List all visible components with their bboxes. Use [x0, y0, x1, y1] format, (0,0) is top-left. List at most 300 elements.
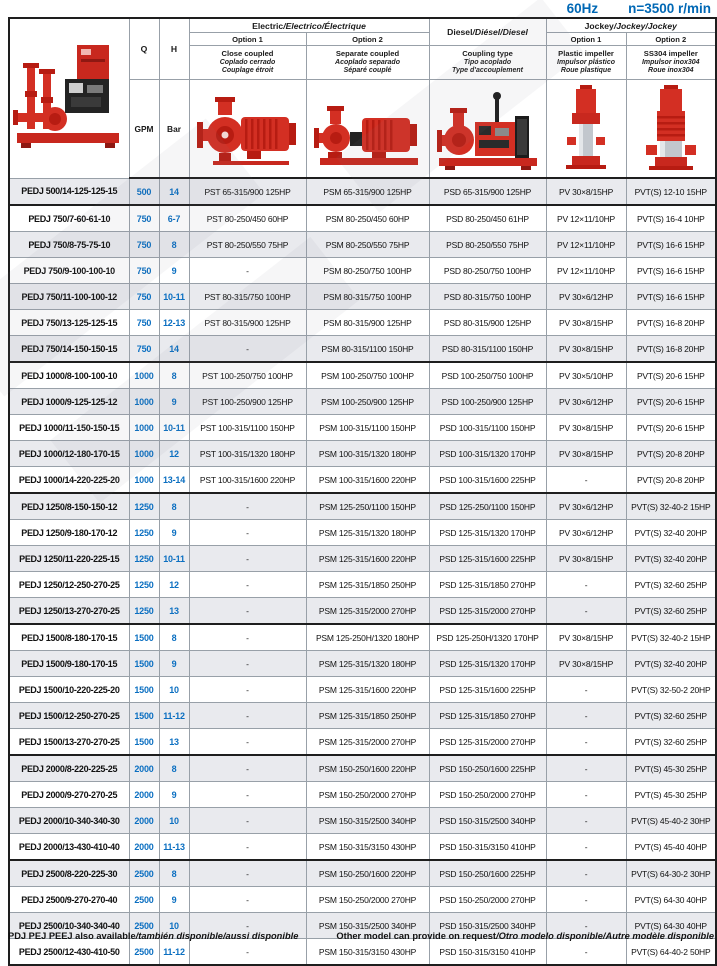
cell-head-bar: 14 — [159, 178, 189, 205]
cell-jockey-option1: - — [546, 677, 626, 703]
cell-electric-option2: PSM 100-250/900 125HP — [306, 389, 429, 415]
cell-diesel: PSD 100-250/900 125HP — [429, 389, 546, 415]
cell-model: PEDJ 1000/9-125-125-12 — [9, 389, 129, 415]
cell-model: PEDJ 750/7-60-61-10 — [9, 205, 129, 232]
cell-diesel: PSD 125-315/1850 270HP — [429, 572, 546, 598]
close-coupled-label: Close coupled — [221, 49, 274, 59]
package-unit-image-cell — [9, 18, 129, 178]
cell-head-bar: 8 — [159, 232, 189, 258]
cell-electric-option1: - — [189, 598, 306, 625]
cell-jockey-option2: PVT(S) 32-40-2 15HP — [626, 624, 716, 651]
close-coupled-pump-image — [195, 88, 301, 170]
cell-electric-option2: PSM 125-250/1100 150HP — [306, 493, 429, 520]
cell-electric-option2: PSM 80-250/450 60HP — [306, 205, 429, 232]
table-row — [9, 703, 716, 729]
speed-frequency-note — [567, 1, 711, 16]
cell-jockey-option1: PV 12×11/10HP — [546, 205, 626, 232]
cell-jockey-option1: - — [546, 755, 626, 782]
cell-head-bar: 8 — [159, 362, 189, 389]
cell-head-bar: 10 — [159, 808, 189, 834]
cell-jockey-option1: - — [546, 939, 626, 966]
cell-jockey-option1: - — [546, 703, 626, 729]
cell-flow-gpm: 1500 — [129, 624, 159, 651]
footer-right-bold: Other model can provide on request — [336, 931, 497, 941]
jockey-plastic-image-cell — [546, 80, 626, 179]
cell-jockey-option1: - — [546, 860, 626, 887]
cell-flow-gpm: 2000 — [129, 834, 159, 861]
cell-head-bar: 9 — [159, 389, 189, 415]
cell-electric-option2: PSM 150-250/2000 270HP — [306, 887, 429, 913]
cell-jockey-option2: PVT(S) 32-40 20HP — [626, 546, 716, 572]
table-row — [9, 493, 716, 520]
cell-electric-option2: PSM 125-315/2000 270HP — [306, 598, 429, 625]
footer-notes — [8, 931, 714, 941]
cell-jockey-option1: PV 30×8/15HP — [546, 178, 626, 205]
cell-model: PEDJ 2000/10-340-340-30 — [9, 808, 129, 834]
cell-model: PEDJ 1250/13-270-270-25 — [9, 598, 129, 625]
cell-electric-option2: PSM 80-250/750 100HP — [306, 258, 429, 284]
cell-jockey-option1: PV 30×8/15HP — [546, 310, 626, 336]
cell-jockey-option1: - — [546, 782, 626, 808]
cell-flow-gpm: 1500 — [129, 677, 159, 703]
cell-model: PEDJ 500/14-125-125-15 — [9, 178, 129, 205]
cell-diesel: PSD 80-315/900 125HP — [429, 310, 546, 336]
cell-flow-gpm: 2500 — [129, 913, 159, 939]
close-coupled-image-cell — [189, 80, 306, 179]
cell-electric-option2: PSM 80-315/750 100HP — [306, 284, 429, 310]
cell-electric-option2: PSM 150-315/3150 430HP — [306, 834, 429, 861]
cell-electric-option2: PSM 100-315/1320 180HP — [306, 441, 429, 467]
cell-head-bar: 11-13 — [159, 834, 189, 861]
cell-electric-option1: - — [189, 572, 306, 598]
cell-electric-option1: - — [189, 782, 306, 808]
footer-left-bold: PDJ PEJ PEEJ also available — [8, 931, 136, 941]
cell-flow-gpm: 750 — [129, 258, 159, 284]
cell-jockey-option2: PVT(S) 12-10 15HP — [626, 178, 716, 205]
cell-electric-option2: PSM 80-315/900 125HP — [306, 310, 429, 336]
cell-electric-option1: - — [189, 520, 306, 546]
diesel-desc — [429, 46, 546, 80]
cell-diesel: PSD 125-315/1850 270HP — [429, 703, 546, 729]
footer-right-italic: /Otro modelo disponible/Autre modèle disponible — [496, 931, 714, 941]
cell-flow-gpm: 2500 — [129, 887, 159, 913]
table-row — [9, 677, 716, 703]
cell-flow-gpm: 1000 — [129, 362, 159, 389]
cell-head-bar: 13 — [159, 729, 189, 756]
cell-jockey-option1: PV 30×8/15HP — [546, 546, 626, 572]
unit-header-bar: Bar — [159, 80, 189, 179]
cell-diesel: PSD 125-315/2000 270HP — [429, 729, 546, 756]
cell-diesel: PSD 100-250/750 100HP — [429, 362, 546, 389]
cell-electric-option1: - — [189, 913, 306, 939]
cell-jockey-option2: PVT(S) 16-6 15HP — [626, 284, 716, 310]
cell-electric-option2: PSM 150-315/2500 340HP — [306, 808, 429, 834]
cell-electric-option1: - — [189, 939, 306, 966]
cell-flow-gpm: 2000 — [129, 755, 159, 782]
cell-head-bar: 10-11 — [159, 284, 189, 310]
col-header-q: Q — [129, 18, 159, 80]
cell-flow-gpm: 2500 — [129, 939, 159, 966]
cell-diesel: PSD 150-315/3150 410HP — [429, 939, 546, 966]
cell-model: PEDJ 1000/12-180-170-15 — [9, 441, 129, 467]
cell-diesel: PSD 80-250/750 100HP — [429, 258, 546, 284]
ss304-impeller-label: SS304 impeller — [643, 49, 698, 59]
speed-label: n=3500 r/min — [628, 1, 711, 16]
cell-flow-gpm: 1000 — [129, 467, 159, 494]
cell-jockey-option1: PV 30×6/12HP — [546, 493, 626, 520]
cell-flow-gpm: 750 — [129, 310, 159, 336]
diesel-label-alt: /Diésel/Diesel — [472, 27, 528, 37]
cell-jockey-option2: PVT(S) 16-6 15HP — [626, 258, 716, 284]
cell-diesel: PSD 125-250/1100 150HP — [429, 493, 546, 520]
cell-jockey-option2: PVT(S) 64-30 40HP — [626, 887, 716, 913]
cell-head-bar: 12-13 — [159, 310, 189, 336]
diesel-pump-image — [435, 86, 541, 172]
cell-model: PEDJ 1500/9-180-170-15 — [9, 651, 129, 677]
table-row — [9, 467, 716, 494]
cell-electric-option1: - — [189, 493, 306, 520]
cell-electric-option2: PSM 125-250H/1320 180HP — [306, 624, 429, 651]
cell-electric-option1: PST 100-315/1600 220HP — [189, 467, 306, 494]
cell-jockey-option2: PVT(S) 45-40 40HP — [626, 834, 716, 861]
group-header-diesel — [429, 18, 546, 46]
cell-head-bar: 9 — [159, 782, 189, 808]
cell-electric-option1: PST 65-315/900 125HP — [189, 178, 306, 205]
cell-jockey-option1: PV 30×6/12HP — [546, 520, 626, 546]
cell-jockey-option1: PV 30×8/15HP — [546, 336, 626, 363]
table-row — [9, 755, 716, 782]
cell-electric-option1: - — [189, 624, 306, 651]
table-row — [9, 939, 716, 966]
cell-model: PEDJ 750/8-75-75-10 — [9, 232, 129, 258]
cell-electric-option2: PSM 80-250/550 75HP — [306, 232, 429, 258]
cell-flow-gpm: 750 — [129, 336, 159, 363]
cell-electric-option1: - — [189, 887, 306, 913]
cell-jockey-option2: PVT(S) 16-6 15HP — [626, 232, 716, 258]
cell-jockey-option2: PVT(S) 20-6 15HP — [626, 389, 716, 415]
cell-electric-option2: PSM 125-315/1600 220HP — [306, 677, 429, 703]
cell-jockey-option1: - — [546, 834, 626, 861]
jockey-label-alt: /Jockey/Jockey — [613, 20, 677, 31]
cell-electric-option1: - — [189, 677, 306, 703]
cell-electric-option2: PSM 100-250/750 100HP — [306, 362, 429, 389]
cell-model: PEDJ 1500/13-270-270-25 — [9, 729, 129, 756]
cell-diesel: PSD 100-315/1600 225HP — [429, 467, 546, 494]
jockey-opt1-desc — [546, 46, 626, 80]
cell-diesel: PSD 150-250/1600 225HP — [429, 755, 546, 782]
table-row — [9, 205, 716, 232]
cell-jockey-option2: PVT(S) 32-50-2 20HP — [626, 677, 716, 703]
cell-head-bar: 11-12 — [159, 939, 189, 966]
cell-flow-gpm: 1000 — [129, 389, 159, 415]
cell-electric-option1: PST 80-250/450 60HP — [189, 205, 306, 232]
cell-electric-option2: PSM 125-315/1850 250HP — [306, 703, 429, 729]
group-header-jockey — [546, 18, 716, 33]
jockey-pump-ss304-image — [636, 85, 706, 173]
cell-flow-gpm: 1250 — [129, 493, 159, 520]
cell-jockey-option2: PVT(S) 32-60 25HP — [626, 572, 716, 598]
cell-diesel: PSD 125-315/1600 225HP — [429, 546, 546, 572]
separate-coupled-pump-image — [312, 88, 424, 170]
diesel-label: Diesel — [447, 27, 473, 37]
cell-head-bar: 9 — [159, 520, 189, 546]
cell-electric-option1: PST 100-250/900 125HP — [189, 389, 306, 415]
cell-head-bar: 11-12 — [159, 703, 189, 729]
cell-electric-option2: PSM 125-315/1850 250HP — [306, 572, 429, 598]
cell-diesel: PSD 125-315/1320 170HP — [429, 651, 546, 677]
cell-flow-gpm: 1000 — [129, 415, 159, 441]
cell-head-bar: 10 — [159, 677, 189, 703]
cell-diesel: PSD 80-250/550 75HP — [429, 232, 546, 258]
cell-head-bar: 12 — [159, 572, 189, 598]
table-row — [9, 232, 716, 258]
cell-head-bar: 14 — [159, 336, 189, 363]
cell-head-bar: 13-14 — [159, 467, 189, 494]
close-coupled-label-es: Coplado cerrado — [219, 58, 276, 66]
cell-model: PEDJ 1250/8-150-150-12 — [9, 493, 129, 520]
cell-model: PEDJ 1000/11-150-150-15 — [9, 415, 129, 441]
separate-coupled-image-cell — [306, 80, 429, 179]
cell-diesel: PSD 150-250/1600 225HP — [429, 860, 546, 887]
cell-jockey-option2: PVT(S) 20-8 20HP — [626, 441, 716, 467]
table-row — [9, 389, 716, 415]
cell-jockey-option1: - — [546, 572, 626, 598]
footer-left-italic: /también disponible/aussi disponible — [135, 931, 299, 941]
cell-jockey-option2: PVT(S) 32-40 20HP — [626, 651, 716, 677]
cell-flow-gpm: 500 — [129, 178, 159, 205]
cell-head-bar: 12 — [159, 441, 189, 467]
cell-model: PEDJ 2500/12-430-410-50 — [9, 939, 129, 966]
cell-flow-gpm: 1250 — [129, 572, 159, 598]
cell-diesel: PSD 80-250/450 61HP — [429, 205, 546, 232]
cell-flow-gpm: 1500 — [129, 651, 159, 677]
cell-electric-option1: - — [189, 703, 306, 729]
cell-flow-gpm: 2000 — [129, 782, 159, 808]
cell-jockey-option1: - — [546, 887, 626, 913]
cell-jockey-option1: PV 30×6/12HP — [546, 389, 626, 415]
cell-electric-option1: PST 80-315/900 125HP — [189, 310, 306, 336]
cell-model: PEDJ 2000/13-430-410-40 — [9, 834, 129, 861]
electric-opt1-desc — [189, 46, 306, 80]
cell-electric-option2: PSM 125-315/1320 180HP — [306, 651, 429, 677]
cell-electric-option2: PSM 125-315/2000 270HP — [306, 729, 429, 756]
table-row — [9, 258, 716, 284]
separate-coupled-label: Separate coupled — [335, 49, 400, 59]
cell-diesel: PSD 150-250/2000 270HP — [429, 887, 546, 913]
electric-option1-header: Option 1 — [189, 33, 306, 46]
cell-electric-option2: PSM 150-250/2000 270HP — [306, 782, 429, 808]
cell-electric-option2: PSM 80-315/1100 150HP — [306, 336, 429, 363]
cell-jockey-option1: - — [546, 913, 626, 939]
separate-coupled-label-es: Acoplado separado — [335, 58, 400, 66]
cell-electric-option2: PSM 100-315/1600 220HP — [306, 467, 429, 494]
table-row — [9, 546, 716, 572]
jockey-option2-header: Option 2 — [626, 33, 716, 46]
electric-option2-header: Option 2 — [306, 33, 429, 46]
plastic-impeller-label-fr: Roue plastique — [560, 67, 612, 75]
cell-model: PEDJ 2500/8-220-225-30 — [9, 860, 129, 887]
cell-electric-option2: PSM 150-315/3150 430HP — [306, 939, 429, 966]
table-row — [9, 624, 716, 651]
cell-electric-option2: PSM 100-315/1100 150HP — [306, 415, 429, 441]
table-row — [9, 834, 716, 861]
cell-diesel: PSD 125-315/1320 170HP — [429, 520, 546, 546]
cell-jockey-option1: PV 30×8/15HP — [546, 624, 626, 651]
cell-model: PEDJ 1250/12-250-270-25 — [9, 572, 129, 598]
cell-jockey-option1: PV 30×8/15HP — [546, 415, 626, 441]
cell-jockey-option2: PVT(S) 64-40-2 50HP — [626, 939, 716, 966]
cell-jockey-option2: PVT(S) 64-30 40HP — [626, 913, 716, 939]
cell-head-bar: 9 — [159, 887, 189, 913]
separate-coupled-label-fr: Séparé couplé — [343, 67, 392, 75]
cell-flow-gpm: 1250 — [129, 598, 159, 625]
table-row — [9, 310, 716, 336]
table-row — [9, 415, 716, 441]
cell-flow-gpm: 1000 — [129, 441, 159, 467]
cell-jockey-option1: - — [546, 467, 626, 494]
cell-jockey-option2: PVT(S) 32-60 25HP — [626, 729, 716, 756]
cell-jockey-option1: - — [546, 729, 626, 756]
cell-jockey-option2: PVT(S) 16-8 20HP — [626, 336, 716, 363]
cell-flow-gpm: 1250 — [129, 546, 159, 572]
cell-electric-option2: PSM 125-315/1320 180HP — [306, 520, 429, 546]
cell-diesel: PSD 125-315/1600 225HP — [429, 677, 546, 703]
cell-model: PEDJ 1250/11-220-225-15 — [9, 546, 129, 572]
table-row — [9, 651, 716, 677]
table-row — [9, 441, 716, 467]
cell-head-bar: 10-11 — [159, 546, 189, 572]
cell-diesel: PSD 80-315/1100 150HP — [429, 336, 546, 363]
cell-head-bar: 8 — [159, 860, 189, 887]
cell-model: PEDJ 750/11-100-100-12 — [9, 284, 129, 310]
cell-jockey-option2: PVT(S) 45-30 25HP — [626, 755, 716, 782]
table-row — [9, 336, 716, 363]
cell-jockey-option2: PVT(S) 32-60 25HP — [626, 598, 716, 625]
cell-electric-option1: - — [189, 808, 306, 834]
spec-table-body — [9, 178, 716, 965]
cell-diesel: PSD 65-315/900 125HP — [429, 178, 546, 205]
table-row — [9, 178, 716, 205]
cell-model: PEDJ 1000/8-100-100-10 — [9, 362, 129, 389]
cell-electric-option2: PSM 65-315/900 125HP — [306, 178, 429, 205]
cell-jockey-option1: PV 12×11/10HP — [546, 232, 626, 258]
table-row — [9, 572, 716, 598]
cell-head-bar: 8 — [159, 755, 189, 782]
cell-electric-option1: - — [189, 729, 306, 756]
ss304-impeller-label-es: Impulsor inox304 — [641, 58, 700, 66]
cell-diesel: PSD 150-250/2000 270HP — [429, 782, 546, 808]
jockey-option1-header: Option 1 — [546, 33, 626, 46]
diesel-image-cell — [429, 80, 546, 179]
cell-model: PEDJ 2500/10-340-340-40 — [9, 913, 129, 939]
cell-electric-option1: - — [189, 755, 306, 782]
cell-electric-option1: PST 80-250/550 75HP — [189, 232, 306, 258]
table-row — [9, 729, 716, 756]
cell-electric-option1: PST 100-315/1320 180HP — [189, 441, 306, 467]
electric-label-alt: /Electrico/Électrique — [283, 20, 366, 31]
cell-electric-option1: - — [189, 258, 306, 284]
table-row — [9, 598, 716, 625]
cell-flow-gpm: 1250 — [129, 520, 159, 546]
ss304-impeller-label-fr: Roue inox304 — [648, 67, 694, 75]
cell-electric-option1: - — [189, 834, 306, 861]
cell-model: PEDJ 1000/14-220-225-20 — [9, 467, 129, 494]
cell-electric-option1: - — [189, 546, 306, 572]
electric-label: Electric — [252, 20, 284, 31]
cell-diesel: PSD 125-250H/1320 170HP — [429, 624, 546, 651]
jockey-label: Jockey — [584, 20, 614, 31]
cell-jockey-option2: PVT(S) 32-60 25HP — [626, 703, 716, 729]
cell-head-bar: 8 — [159, 493, 189, 520]
jockey-pump-plastic-image — [555, 85, 617, 173]
coupling-type-label: Coupling type — [462, 49, 513, 59]
frequency-label: 60Hz — [566, 1, 599, 16]
cell-electric-option2: PSM 150-315/2500 340HP — [306, 913, 429, 939]
cell-electric-option2: PSM 150-250/1600 220HP — [306, 860, 429, 887]
cell-diesel: PSD 100-315/1320 170HP — [429, 441, 546, 467]
cell-head-bar: 6-7 — [159, 205, 189, 232]
table-row — [9, 362, 716, 389]
cell-diesel: PSD 125-315/2000 270HP — [429, 598, 546, 625]
cell-flow-gpm: 1500 — [129, 703, 159, 729]
group-header-electric — [189, 18, 429, 33]
cell-diesel: PSD 80-315/750 100HP — [429, 284, 546, 310]
cell-electric-option1: PST 100-250/750 100HP — [189, 362, 306, 389]
cell-model: PEDJ 1500/8-180-170-15 — [9, 624, 129, 651]
electric-opt2-desc — [306, 46, 429, 80]
table-row — [9, 808, 716, 834]
cell-jockey-option1: - — [546, 808, 626, 834]
cell-flow-gpm: 1500 — [129, 729, 159, 756]
cell-jockey-option2: PVT(S) 20-6 15HP — [626, 415, 716, 441]
cell-head-bar: 8 — [159, 624, 189, 651]
cell-jockey-option1: PV 12×11/10HP — [546, 258, 626, 284]
cell-jockey-option2: PVT(S) 32-40-2 15HP — [626, 493, 716, 520]
cell-jockey-option2: PVT(S) 16-8 20HP — [626, 310, 716, 336]
cell-jockey-option1: PV 30×6/12HP — [546, 284, 626, 310]
cell-model: PEDJ 750/13-125-125-15 — [9, 310, 129, 336]
footer-right-note — [336, 931, 714, 941]
cell-electric-option1: - — [189, 860, 306, 887]
cell-head-bar: 13 — [159, 598, 189, 625]
cell-model: PEDJ 750/9-100-100-10 — [9, 258, 129, 284]
table-row — [9, 284, 716, 310]
cell-jockey-option2: PVT(S) 20-6 15HP — [626, 362, 716, 389]
cell-flow-gpm: 750 — [129, 232, 159, 258]
cell-diesel: PSD 100-315/1100 150HP — [429, 415, 546, 441]
table-row — [9, 782, 716, 808]
cell-head-bar: 9 — [159, 258, 189, 284]
cell-diesel: PSD 150-315/2500 340HP — [429, 808, 546, 834]
cell-jockey-option1: PV 30×5/10HP — [546, 362, 626, 389]
cell-jockey-option2: PVT(S) 64-30-2 30HP — [626, 860, 716, 887]
cell-diesel: PSD 150-315/2500 340HP — [429, 913, 546, 939]
footer-left-note — [8, 931, 298, 941]
close-coupled-label-fr: Couplage étroit — [221, 67, 274, 75]
cell-model: PEDJ 1500/12-250-270-25 — [9, 703, 129, 729]
cell-jockey-option2: PVT(S) 45-40-2 30HP — [626, 808, 716, 834]
col-header-h: H — [159, 18, 189, 80]
cell-jockey-option2: PVT(S) 45-30 25HP — [626, 782, 716, 808]
cell-electric-option2: PSM 125-315/1600 220HP — [306, 546, 429, 572]
cell-flow-gpm: 2500 — [129, 860, 159, 887]
cell-head-bar: 10 — [159, 913, 189, 939]
cell-diesel: PSD 150-315/3150 410HP — [429, 834, 546, 861]
fire-pump-package-image — [13, 39, 125, 157]
table-row — [9, 887, 716, 913]
cell-head-bar: 10-11 — [159, 415, 189, 441]
cell-flow-gpm: 750 — [129, 205, 159, 232]
